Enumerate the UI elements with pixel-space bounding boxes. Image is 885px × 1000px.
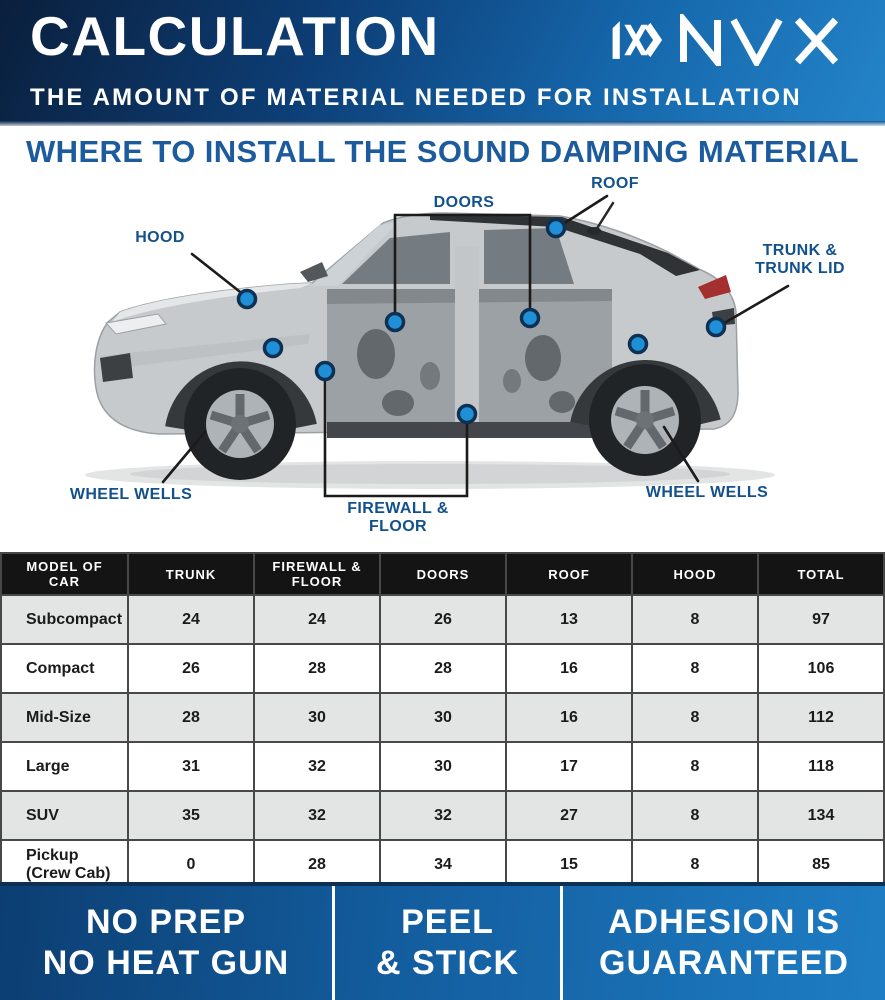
- col-header-total: TOTAL: [758, 553, 884, 595]
- cell-firewall-floor: 32: [254, 791, 380, 840]
- cell-total: 97: [758, 595, 884, 644]
- col-header-doors: DOORS: [380, 553, 506, 595]
- cell-hood: 8: [632, 595, 758, 644]
- cell-hood: 8: [632, 791, 758, 840]
- cell-trunk: 0: [128, 840, 254, 889]
- label-wheel-wells-left: WHEEL WELLS: [69, 486, 193, 503]
- cell-trunk: 31: [128, 742, 254, 791]
- cell-roof: 16: [506, 693, 632, 742]
- cell-total: 85: [758, 840, 884, 889]
- install-dot-floor: [459, 406, 476, 423]
- cell-doors: 34: [380, 840, 506, 889]
- benefit-no-prep: NO PREP NO HEAT GUN: [42, 903, 290, 982]
- label-doors: DOORS: [433, 194, 495, 211]
- col-header-hood: HOOD: [632, 553, 758, 595]
- col-header-model: MODEL OF CAR: [1, 553, 128, 595]
- install-diagram: [0, 126, 885, 548]
- cell-total: 134: [758, 791, 884, 840]
- col-header-firewall-floor: FIREWALL & FLOOR: [254, 553, 380, 595]
- label-hood: HOOD: [135, 229, 185, 246]
- diagram-title: WHERE TO INSTALL THE SOUND DAMPING MATERIAL: [26, 134, 859, 169]
- cell-firewall-floor: 24: [254, 595, 380, 644]
- table-row: [1, 742, 884, 791]
- table-header-row: [1, 553, 884, 595]
- install-dot-roof: [548, 220, 565, 237]
- cell-firewall-floor: 30: [254, 693, 380, 742]
- install-dot-front-fender: [265, 340, 282, 357]
- install-dot-rocker: [317, 363, 334, 380]
- label-trunk: TRUNK & TRUNK LID: [755, 242, 845, 277]
- table-row: [1, 693, 884, 742]
- front-wheel: [184, 368, 296, 480]
- benefits-bar: [0, 882, 885, 1000]
- cell-trunk: 26: [128, 644, 254, 693]
- col-header-roof: ROOF: [506, 553, 632, 595]
- install-dot-rear-door: [522, 310, 539, 327]
- table-row: [1, 595, 884, 644]
- cell-model: Mid-Size: [1, 693, 128, 742]
- install-dot-trunk: [708, 319, 725, 336]
- cell-total: 118: [758, 742, 884, 791]
- install-dot-front-door: [387, 314, 404, 331]
- label-roof: ROOF: [591, 175, 639, 192]
- cell-firewall-floor: 28: [254, 644, 380, 693]
- page-subtitle: THE AMOUNT OF MATERIAL NEEDED FOR INSTALLATION: [30, 84, 802, 111]
- cell-roof: 27: [506, 791, 632, 840]
- cell-hood: 8: [632, 840, 758, 889]
- cell-doors: 32: [380, 791, 506, 840]
- benefit-adhesion: ADHESION IS GUARANTEED: [599, 903, 849, 982]
- cell-doors: 26: [380, 595, 506, 644]
- cell-hood: 8: [632, 693, 758, 742]
- cell-hood: 8: [632, 644, 758, 693]
- nvx-logo: [609, 13, 863, 67]
- cell-total: 106: [758, 644, 884, 693]
- cell-model: Subcompact: [1, 595, 128, 644]
- cell-roof: 13: [506, 595, 632, 644]
- cell-model: Compact: [1, 644, 128, 693]
- hood-callout-line: [192, 254, 244, 295]
- cell-firewall-floor: 28: [254, 840, 380, 889]
- cell-total: 112: [758, 693, 884, 742]
- label-wheel-wells-right: WHEEL WELLS: [645, 484, 769, 501]
- cell-roof: 17: [506, 742, 632, 791]
- install-dot-rear-quarter: [630, 336, 647, 353]
- cell-hood: 8: [632, 742, 758, 791]
- cell-trunk: 28: [128, 693, 254, 742]
- table-row: [1, 791, 884, 840]
- cell-doors: 30: [380, 742, 506, 791]
- benefit-peel-stick: PEEL & STICK: [332, 886, 563, 1000]
- cell-trunk: 24: [128, 595, 254, 644]
- cell-model: Large: [1, 742, 128, 791]
- material-calculation-table: [0, 552, 885, 890]
- label-firewall-floor: FIREWALL & FLOOR: [347, 500, 449, 535]
- cell-doors: 28: [380, 644, 506, 693]
- col-header-trunk: TRUNK: [128, 553, 254, 595]
- cell-roof: 15: [506, 840, 632, 889]
- header-banner: [0, 0, 885, 126]
- cell-roof: 16: [506, 644, 632, 693]
- cell-model: SUV: [1, 791, 128, 840]
- cell-doors: 30: [380, 693, 506, 742]
- table-row: [1, 644, 884, 693]
- page-title: CALCULATION: [30, 5, 440, 67]
- nvx-logo-letters: [673, 14, 863, 66]
- nvx-logo-icon: [609, 13, 663, 67]
- install-dot-hood: [239, 291, 256, 308]
- cell-model: Pickup (Crew Cab): [1, 840, 128, 889]
- cell-trunk: 35: [128, 791, 254, 840]
- cell-firewall-floor: 32: [254, 742, 380, 791]
